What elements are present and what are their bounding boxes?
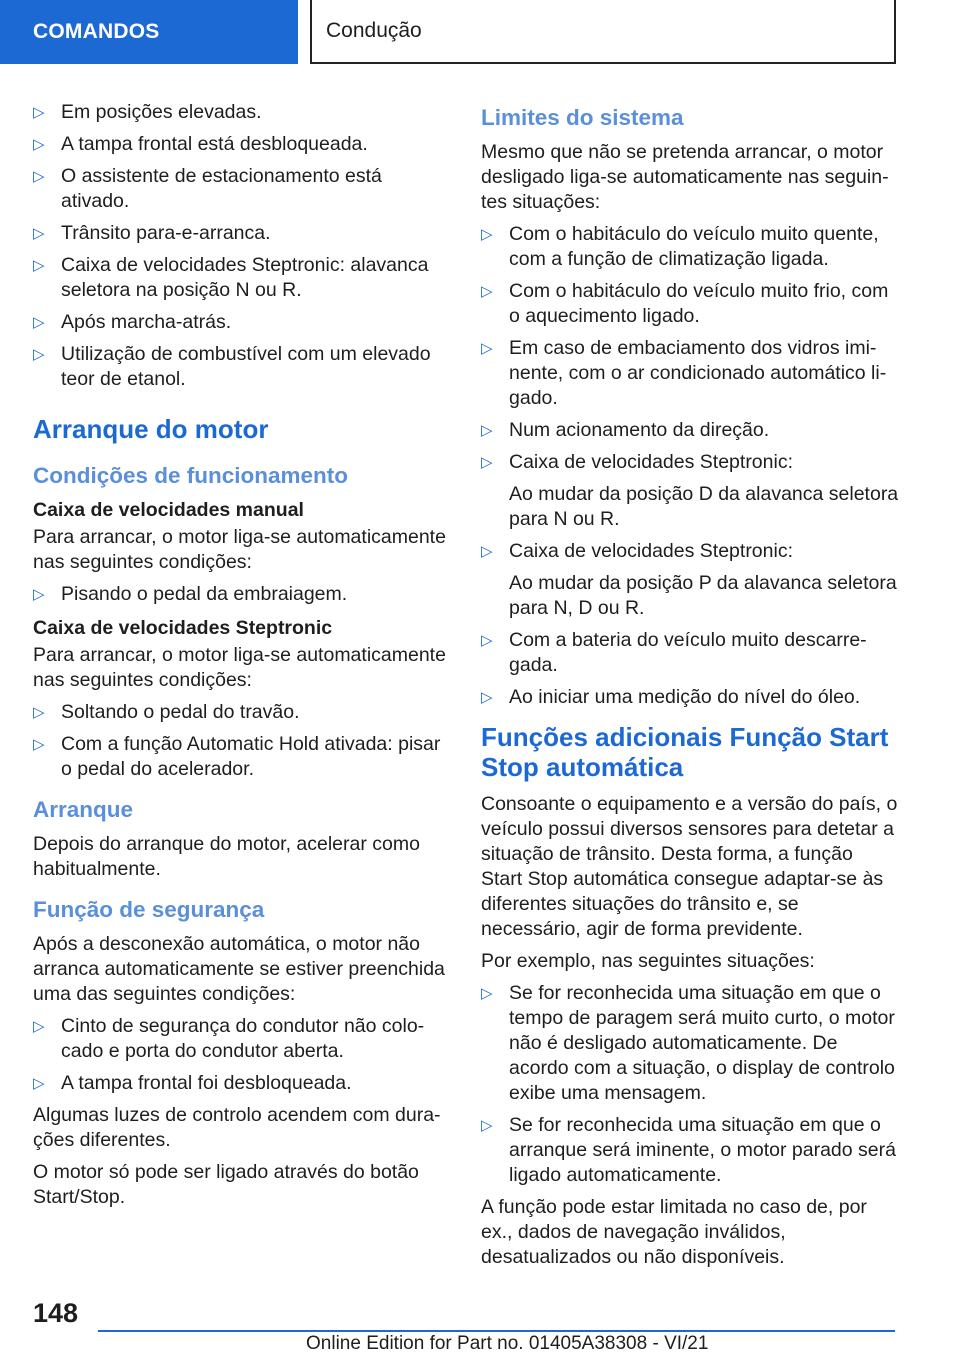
manual-paragraph: Para arrancar, o motor liga-se automaticamente nas seguintes condições: [33,526,446,573]
triangle-right-icon: ▷ [481,283,493,300]
list-item [481,1113,899,1188]
list-item [481,685,899,710]
triangle-right-icon: ▷ [33,346,45,363]
triangle-right-icon: ▷ [481,689,493,706]
list-item-text: Cinto de segurança do condutor não colocado e porta do condutor aberta. [61,1015,425,1062]
list-item-text: Caixa de velocidades Steptronic: [509,540,793,562]
triangle-right-icon: ▷ [481,454,493,471]
page-number: 148 [33,1298,79,1328]
triangle-right-icon: ▷ [33,586,45,603]
list-item [481,418,899,443]
list-item-text: Com o habitáculo do veículo muito frio, com o aquecimento ligado. [509,280,889,327]
steptronic-paragraph: Para arrancar, o motor liga-se automaticamente nas seguintes condições: [33,644,446,691]
triangle-right-icon: ▷ [481,1117,493,1134]
list-item [33,221,449,246]
heading-arranque: Arranque [33,797,134,822]
triangle-right-icon: ▷ [33,104,45,121]
footer-divider [98,1330,895,1332]
list-item-text: Caixa de velocidades Steptronic: [509,451,793,473]
triangle-right-icon: ▷ [33,1018,45,1035]
list-item [481,981,899,1106]
list-item-text: Utilização de combustível com um elevado teor de etanol. [61,343,431,390]
manual-bullet-list [33,582,449,607]
list-item-text: Com o habitáculo do veículo muito quente, com a função de climatização ligada. [509,223,879,270]
list-item-text: Se for reconhecida uma situação em que o arranque será iminente, o motor parado será ligado automaticamente. [509,1114,896,1186]
list-item-text: Trânsito para-e-arranca. [61,222,271,244]
funcoes-paragraph: Consoante o equipamento e a versão do país, o veículo possui diversos sensores para detetar a situação de trânsito. Desta forma, a função Start Stop automática consegue adaptar-se às diferentes situações do trânsito e, se necessário, agir de forma previdente. [481,793,898,940]
chapter-tab: COMANDOS [0,0,298,64]
triangle-right-icon: ▷ [33,704,45,721]
right-column [481,100,899,1277]
triangle-right-icon: ▷ [481,985,493,1002]
list-item-subtext: Ao mudar da posição D da alavanca seletora para N ou R. [509,483,899,530]
list-item [33,132,449,157]
triangle-right-icon: ▷ [481,226,493,243]
list-item [481,279,899,329]
list-item [481,450,899,532]
list-item-text: O assistente de estacionamento está ativado. [61,165,382,212]
heading-funcoes: Funções adicionais Função Start Stop automática [481,722,889,782]
triangle-right-icon: ▷ [33,168,45,185]
left-column [33,100,449,1217]
list-item-text: Em posições elevadas. [61,101,262,123]
heading-condicoes: Condições de funcionamento [33,463,349,488]
limites-bullet-list [481,222,899,710]
list-item [33,732,449,782]
seguranca-bullet-list [33,1014,449,1096]
list-item [481,336,899,411]
heading-arranque-motor: Arranque do motor [33,414,269,444]
list-item [33,310,449,335]
triangle-right-icon: ▷ [33,1075,45,1092]
list-item [33,164,449,214]
arranque-paragraph: Depois do arranque do motor, acelerar como habitualmente. [33,833,420,880]
triangle-right-icon: ▷ [33,736,45,753]
triangle-right-icon: ▷ [481,422,493,439]
list-item-text: A tampa frontal está desbloqueada. [61,133,368,155]
list-item [33,700,449,725]
heading-limites: Limites do sistema [481,105,684,130]
list-item-text: Em caso de embaciamento dos vidros iminente, com o ar condicionado automático ligado. [509,337,887,409]
list-item-subtext: Ao mudar da posição P da alavanca seletora para N, D ou R. [509,572,897,619]
steptronic-bullet-list [33,700,449,782]
list-item [33,100,449,125]
intro-bullet-list [33,100,449,392]
list-item [481,539,899,621]
list-item [33,1071,449,1096]
list-item-text: Pisando o pedal da embraiagem. [61,583,348,605]
list-item [33,342,449,392]
triangle-right-icon: ▷ [33,136,45,153]
list-item [481,628,899,678]
heading-manual: Caixa de velocidades manual [33,499,304,521]
luzes-paragraph: Algumas luzes de controlo acendem com durações diferentes. [33,1104,441,1151]
list-item-text: Após marcha-atrás. [61,311,232,333]
triangle-right-icon: ▷ [33,225,45,242]
list-item [33,582,449,607]
triangle-right-icon: ▷ [481,340,493,357]
list-item-text: Ao iniciar uma medição do nível do óleo. [509,686,861,708]
list-item-text: Se for reconhecida uma situação em que o tempo de paragem será muito curto, o motor não é desligado automaticamente. De acordo com a situação, o display de controlo exibe uma mensagem. [509,982,895,1104]
limitada-paragraph: A função pode estar limitada no caso de, por ex., dados de navegação inválidos, desatualizados ou não disponíveis. [481,1196,867,1268]
seguranca-paragraph: Após a desconexão automática, o motor não arranca automaticamente se estiver preenchida uma das seguintes condições: [33,933,445,1005]
triangle-right-icon: ▷ [33,257,45,274]
list-item [481,222,899,272]
heading-seguranca: Função de segurança [33,897,265,922]
list-item-text: Com a bateria do veículo muito descarregada. [509,629,867,676]
section-tab: Condução [310,0,896,64]
triangle-right-icon: ▷ [481,543,493,560]
exemplo-paragraph: Por exemplo, nas seguintes situações: [481,950,815,972]
list-item-text: Caixa de velocidades Steptronic: alavanca seletora na posição N ou R. [61,254,429,301]
heading-steptronic: Caixa de velocidades Steptronic [33,617,333,639]
list-item [33,1014,449,1064]
list-item [33,253,449,303]
botao-paragraph: O motor só pode ser ligado através do botão Start/Stop. [33,1161,419,1208]
triangle-right-icon: ▷ [481,632,493,649]
limites-paragraph: Mesmo que não se pretenda arrancar, o motor desligado liga-se automaticamente nas seguintes situações: [481,141,889,213]
list-item-text: A tampa frontal foi desbloqueada. [61,1072,352,1094]
list-item-text: Com a função Automatic Hold ativada: pisar o pedal do acelerador. [61,733,441,780]
exemplo-bullet-list [481,981,899,1188]
list-item-text: Soltando o pedal do travão. [61,701,300,723]
triangle-right-icon: ▷ [33,314,45,331]
footer-edition: Online Edition for Part no. 01405A38308 - VI/21 [306,1333,709,1354]
list-item-text: Num acionamento da direção. [509,419,770,441]
